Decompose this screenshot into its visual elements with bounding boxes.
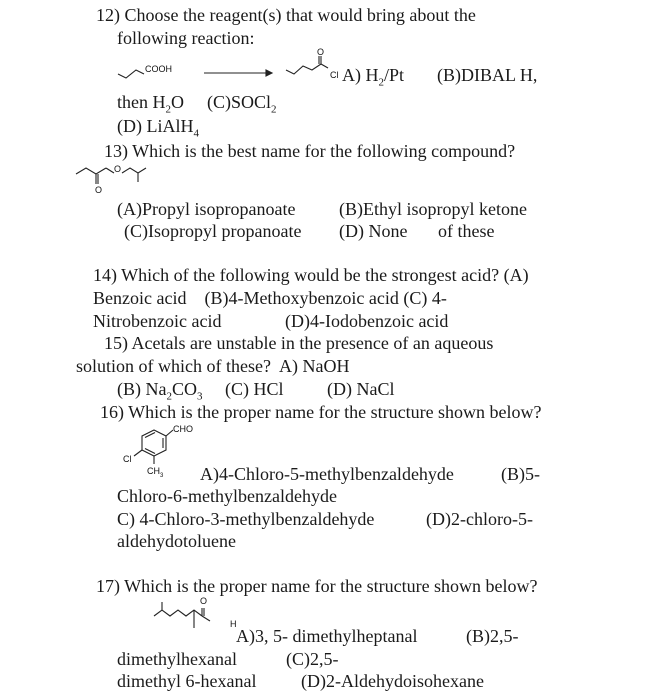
q14-stem-line2: Benzoic acid (B)4-Methoxybenzoic acid (C) 4-: [93, 288, 447, 308]
q14-stem-line1: 14) Which of the following would be the strongest acid? (A): [93, 265, 529, 285]
q16-chlorine-label: Cl: [123, 454, 132, 464]
q16-methyl-sub: 3: [160, 472, 164, 479]
q17-hydrogen-label: H: [230, 619, 237, 629]
q13-option-a: (A)Propyl isopropanoate: [117, 199, 296, 219]
q12-product-chlorine: Cl: [330, 70, 339, 80]
q12-option-c-sub: 2: [271, 103, 277, 116]
q12-option-d-sub: 4: [193, 127, 199, 140]
q12-option-d-text: (D) LiAlH: [117, 116, 194, 136]
q12-option-b: (B)DIBAL H,: [437, 65, 538, 85]
q15-option-b-text: (B) Na: [117, 379, 167, 399]
q12-reaction-arrow: [204, 68, 274, 78]
q12-then-text: then H: [117, 92, 166, 112]
q12-option-a-text: A) H: [342, 65, 379, 85]
q17-stem: 17) Which is the proper name for the structure shown below?: [96, 576, 538, 596]
q12-option-a: [342, 64, 404, 94]
q16-cho-label: CHO: [173, 424, 193, 434]
q17-oxygen-label: O: [200, 596, 208, 606]
q13-option-d: (D) None: [339, 221, 408, 241]
q17-aldehyde-structure: [150, 600, 240, 636]
q12-stem-line1: 12) Choose the reagent(s) that would bring about the: [96, 5, 476, 25]
q12-option-c-text: (C)SOCl: [207, 92, 272, 112]
q16-option-b: (B)5-: [501, 464, 540, 484]
q13-option-c: (C)Isopropyl propanoate: [124, 221, 302, 241]
q12-option-a-sub: 2: [378, 76, 384, 89]
q17-option-d: (D)2-Aldehydoisohexane: [301, 671, 484, 691]
q15-option-b-sub1: 2: [166, 390, 172, 403]
q12-option-a-tail: /Pt: [384, 65, 405, 85]
q16-option-d: (D)2-chloro-5-: [426, 509, 533, 529]
q16-methyl-text: CH: [147, 466, 160, 476]
q16-option-b-cont: Chloro-6-methylbenzaldehyde: [117, 486, 337, 506]
q16-methyl-label: [147, 466, 163, 479]
q13-ester-oxygen-carbonyl: O: [95, 185, 103, 195]
q14-option-d: (D)4-Iodobenzoic acid: [285, 311, 449, 331]
q12-then-sub: 2: [165, 103, 171, 116]
q17-option-c: (C)2,5-: [286, 649, 339, 669]
q14-option-c-cont: Nitrobenzoic acid: [93, 311, 222, 331]
q13-ester-oxygen-ether: O: [114, 164, 122, 174]
q15-option-d: (D) NaCl: [327, 379, 395, 399]
q16-option-a: A)4-Chloro-5-methylbenzaldehyde: [200, 464, 454, 484]
q16-stem: 16) Which is the proper name for the structure shown below?: [100, 402, 542, 422]
q17-option-a: A)3, 5- dimethylheptanal: [236, 626, 418, 646]
q16-option-c: C) 4-Chloro-3-methylbenzaldehyde: [117, 509, 375, 529]
q17-option-b-cont: dimethylhexanal: [117, 649, 237, 669]
q17-option-b: (B)2,5-: [466, 626, 519, 646]
q13-stem: 13) Which is the best name for the following compound?: [104, 141, 516, 161]
q15-stem-line1: 15) Acetals are unstable in the presence of an aqueous: [104, 333, 494, 353]
q15-stem-line2: solution of which of these? A) NaOH: [76, 356, 350, 376]
q15-option-b-mid: CO: [171, 379, 197, 399]
q12-product-oxygen: O: [317, 47, 325, 57]
q13-option-b: (B)Ethyl isopropyl ketone: [339, 199, 527, 219]
q12-reactant-label: COOH: [145, 64, 172, 74]
q12-option-c: [207, 91, 277, 121]
q12-stem-line2: following reaction:: [117, 28, 255, 48]
q16-option-d-cont: aldehydotoluene: [117, 531, 236, 551]
q15-option-c: (C) HCl: [225, 379, 284, 399]
q12-then-tail: O: [171, 92, 184, 112]
q15-option-b-sub2: 3: [197, 390, 203, 403]
q17-option-c-cont: dimethyl 6-hexanal: [117, 671, 257, 691]
q13-option-d-cont: of these: [438, 221, 495, 241]
